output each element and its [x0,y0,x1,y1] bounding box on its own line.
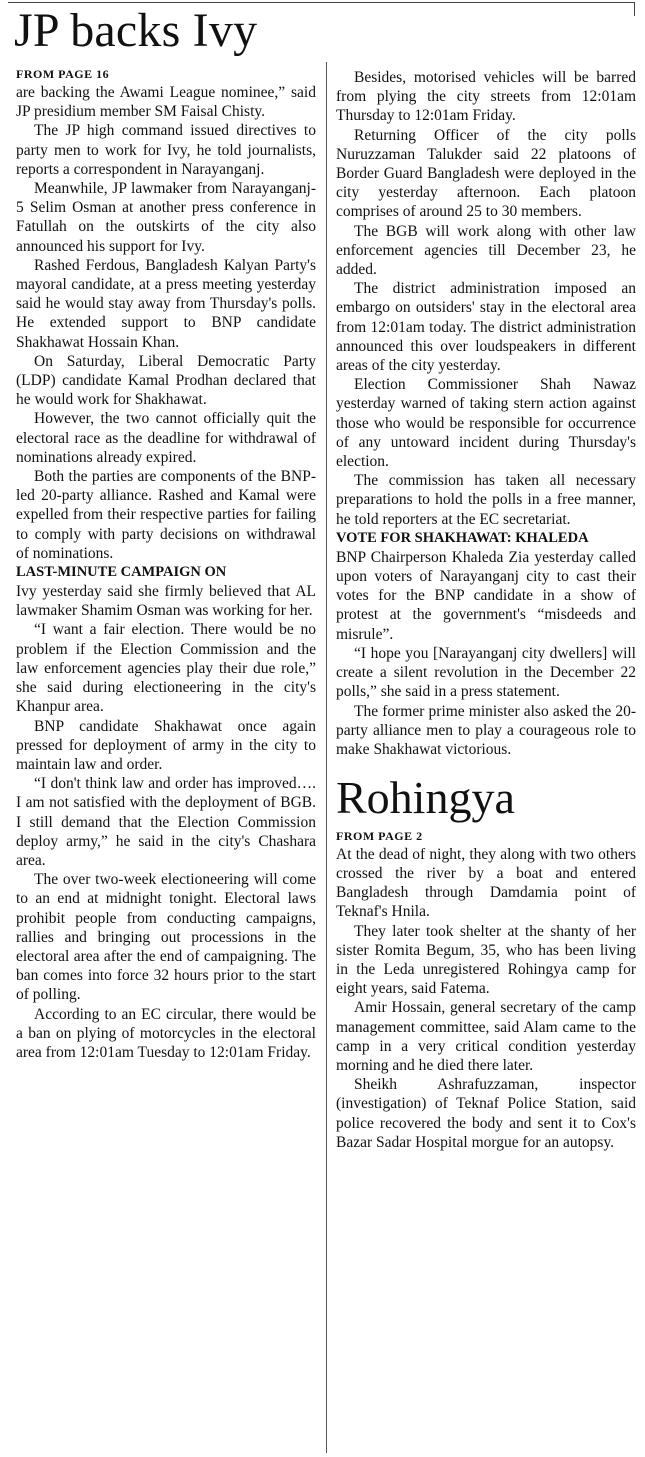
subhead-last-minute-campaign: LAST-MINUTE CAMPAIGN ON [16,564,227,581]
article-paragraph: At the dead of night, they along with two others crossed the river by a boat and entered Bangladesh through Damdamia point of Teknaf's Hnila. [336,845,636,921]
article-paragraph: are backing the Awami League nominee,” said JP presidium member SM Faisal Chisty. [16,84,316,121]
left-column [16,66,316,1062]
article-paragraph: They later took shelter at the shanty of her sister Romita Begum, 35, who has been living in the Leda unregistered Rohingya camp for eight years, said Fatema. [336,922,636,998]
article-paragraph: The district administration imposed an embargo on outsiders' stay in the electoral area from 12:01am today. The district administration announced this over loudspeakers in different areas of the city yesterday. [336,280,636,375]
article-paragraph: BNP candidate Shakhawat once again pressed for deployment of army in the city to maintain law and order. [16,717,316,773]
column-divider [326,62,327,1453]
article-paragraph: Ivy yesterday said she firmly believed that AL lawmaker Shamim Osman was working for her. [16,583,316,620]
kicker-from-page-2: FROM PAGE 2 [336,828,423,843]
article-paragraph: The BGB will work along with other law enforcement agencies till December 23, he added. [336,222,636,279]
kicker-from-page-16: FROM PAGE 16 [16,67,110,81]
article-paragraph: Sheikh Ashrafuzzaman, inspector (investigation) of Teknaf Police Station, said police recovered the body and sent it to Cox's Bazar Sadar Hospital morgue for an autopsy. [336,1076,636,1151]
article-paragraph: On Saturday, Liberal Democratic Party (LDP) candidate Kamal Prodhan declared that he would work for Shakhawat. [16,352,316,409]
article-paragraph: The JP high command issued directives to party men to work for Ivy, he told journalists, reports a correspondent in Narayanganj. [16,122,316,178]
article-paragraph: Amir Hossain, general secretary of the camp management committee, said Alam came to the camp in a very critical condition yesterday morning and he died there later. [336,999,636,1074]
subhead-vote-for-shakhawat: VOTE FOR SHAKHAWAT: KHALEDA [336,529,589,546]
article-paragraph: Returning Officer of the city polls Nuruzzaman Talukder said 22 platoons of Border Guard Bangladesh were deployed in the city yesterday afternoon. Each platoon comprises of around 25 to 30 members. [336,126,636,221]
article-paragraph: According to an EC circular, there would be a ban on plying of motorcycles in the electoral area from 12:01am Tuesday to 12:01am Friday. [16,1005,316,1061]
article-paragraph: “I don't think law and order has improved…. I am not satisfied with the deployment of BGB. I still demand that the Election Commission deploy army,” he said in the city's Chashara area. [16,775,316,869]
article-paragraph: Meanwhile, JP lawmaker from Narayanganj-5 Selim Osman at another press conference in Fatullah on the outskirts of the city also announced his support for Ivy. [16,180,316,255]
top-rule [8,2,635,3]
article-paragraph: Both the parties are components of the BNP-led 20-party alliance. Rashed and Kamal were expelled from their respective parties for failing to comply with party decisions on withdrawal of nominations. [16,468,316,562]
article-paragraph: “I hope you [Narayanganj city dwellers] will create a silent revolution in the December 22 polls,” she said in a press statement. [336,644,636,701]
article-paragraph: The commission has taken all necessary preparations to hold the polls in a free manner, he told reporters at the EC secretariat. [336,472,636,528]
article-paragraph: However, the two cannot officially quit the electoral race as the deadline for withdrawal of nominations already expired. [16,410,316,466]
headline-rohingya: Rohingya [336,772,515,824]
right-column [336,68,636,1152]
article-paragraph: Election Commissioner Shah Nawaz yesterday warned of taking stern action against those who would be responsible for occurrence of any untoward incident during Thursday's election. [336,376,636,471]
right-corner-rule [634,2,635,16]
article-paragraph: Rashed Ferdous, Bangladesh Kalyan Party's mayoral candidate, at a press meeting yesterday said he would stay away from Thursday's polls. He extended support to BNP candidate Shakhawat Hossain Khan. [16,256,316,351]
article-paragraph: Besides, motorised vehicles will be barred from plying the city streets from 12:01am Thursday to 12:01am Friday. [336,69,636,125]
article-paragraph: The over two-week electioneering will come to an end at midnight tonight. Electoral laws prohibit people from conducting campaigns, rallies and bringing out processions in the electoral area after the end of campaigning. The ban comes into force 32 hours prior to the start of polling. [16,871,316,1004]
headline-jp-backs-ivy: JP backs Ivy [14,4,258,57]
article-paragraph: The former prime minister also asked the 20-party alliance men to play a courageous role to make Shakhawat victorious. [336,702,636,758]
article-paragraph: BNP Chairperson Khaleda Zia yesterday called upon voters of Narayanganj city to cast their votes for the BNP candidate in a show of protest at the government's “misdeeds and misrule”. [336,548,636,643]
article-paragraph: “I want a fair election. There would be no problem if the Election Commission and the law enforcement agencies play their due role,” she said during electioneering in the city's Khanpur area. [16,621,316,716]
